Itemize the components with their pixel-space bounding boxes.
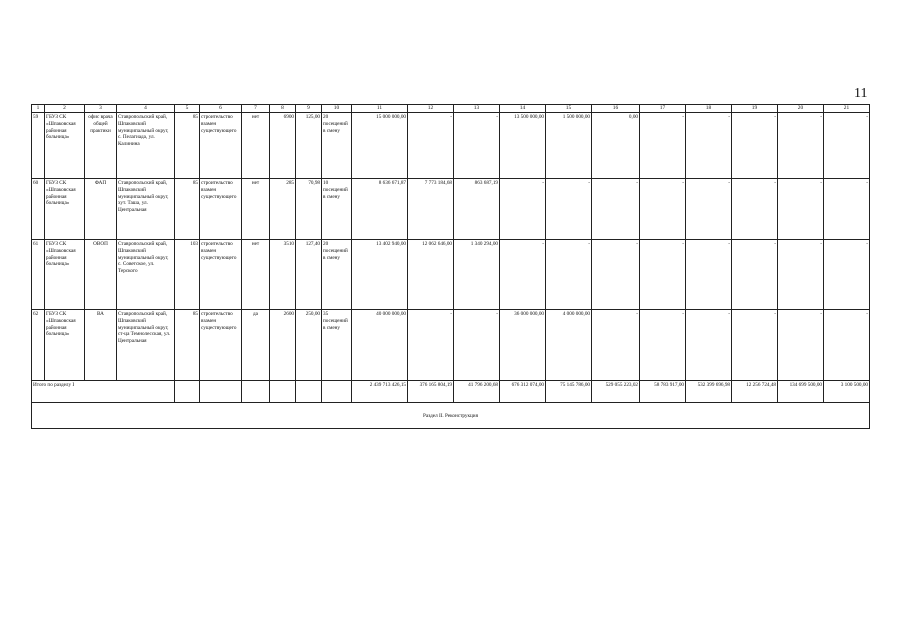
col-header: 8 bbox=[270, 105, 296, 113]
col-header: 12 bbox=[408, 105, 454, 113]
table-cell: ГБУЗ СК «Шпаковская районная больница» bbox=[45, 179, 85, 240]
total-value: 3 100 500,00 bbox=[824, 381, 870, 403]
table-cell: 62 bbox=[32, 310, 45, 381]
table-cell: нет bbox=[242, 113, 270, 179]
table-cell bbox=[200, 381, 242, 403]
table-cell: - bbox=[732, 179, 778, 240]
table-cell: строительство взамен существующего bbox=[200, 113, 242, 179]
col-header: 10 bbox=[322, 105, 352, 113]
col-header: 20 bbox=[778, 105, 824, 113]
table-cell: - bbox=[778, 310, 824, 381]
table-cell: - bbox=[592, 310, 640, 381]
total-value: 41 796 200,68 bbox=[454, 381, 500, 403]
table-cell: 125,00 bbox=[296, 113, 322, 179]
table-cell: - bbox=[546, 240, 592, 310]
table-cell: ОВОП bbox=[85, 240, 117, 310]
table-cell: строительство взамен существующего bbox=[200, 310, 242, 381]
table-cell: 12 062 646,00 bbox=[408, 240, 454, 310]
table-row bbox=[32, 240, 870, 310]
table-cell: ВА bbox=[85, 310, 117, 381]
col-header: 13 bbox=[454, 105, 500, 113]
col-header: 14 bbox=[500, 105, 546, 113]
table-cell: 127,40 bbox=[296, 240, 322, 310]
table-cell: - bbox=[640, 113, 686, 179]
table-cell bbox=[175, 381, 200, 403]
total-value: 134 699 500,00 bbox=[778, 381, 824, 403]
table-cell: - bbox=[408, 310, 454, 381]
table-cell: да bbox=[242, 310, 270, 381]
table-cell: 3510 bbox=[270, 240, 296, 310]
table-row bbox=[32, 310, 870, 381]
table-cell: 13 402 940,00 bbox=[352, 240, 408, 310]
section-row bbox=[32, 403, 870, 429]
column-number-row bbox=[32, 105, 870, 113]
table-cell: 59 bbox=[32, 113, 45, 179]
table-cell: 285 bbox=[270, 179, 296, 240]
table-cell: ГБУЗ СК «Шпаковская районная больница» bbox=[45, 240, 85, 310]
table-cell bbox=[322, 381, 352, 403]
table-cell: - bbox=[778, 179, 824, 240]
table-cell: 8 636 671,87 bbox=[352, 179, 408, 240]
total-value: 12 256 724,48 bbox=[732, 381, 778, 403]
table-cell: Ставропольский край, Шпаковский муниципальный округ, ст-ца Темнолесская, ул. Центральная bbox=[117, 310, 175, 381]
table-cell: 7 773 184,68 bbox=[408, 179, 454, 240]
table-cell: - bbox=[686, 179, 732, 240]
table-cell: строительство взамен существующего bbox=[200, 179, 242, 240]
table-cell: - bbox=[640, 310, 686, 381]
table-cell: ФАП bbox=[85, 179, 117, 240]
total-value: 529 055 223,02 bbox=[592, 381, 640, 403]
col-header: 11 bbox=[352, 105, 408, 113]
table-cell: 61 bbox=[32, 240, 45, 310]
table-row bbox=[32, 179, 870, 240]
col-header: 15 bbox=[546, 105, 592, 113]
total-value: 532 399 696,98 bbox=[686, 381, 732, 403]
col-header: 3 bbox=[85, 105, 117, 113]
total-row bbox=[32, 381, 870, 403]
table-cell: - bbox=[686, 240, 732, 310]
table-cell: 36 000 000,00 bbox=[500, 310, 546, 381]
table-cell: 863 687,19 bbox=[454, 179, 500, 240]
table-cell: - bbox=[500, 179, 546, 240]
table-cell: 1 340 294,00 bbox=[454, 240, 500, 310]
table-cell: - bbox=[778, 113, 824, 179]
col-header: 6 bbox=[200, 105, 242, 113]
table-row bbox=[32, 113, 870, 179]
col-header: 21 bbox=[824, 105, 870, 113]
total-label: Итого по разделу I bbox=[32, 381, 175, 403]
table-cell: офис врача общей практики bbox=[85, 113, 117, 179]
table-cell: 0,00 bbox=[592, 113, 640, 179]
total-value: 75 145 786,00 bbox=[546, 381, 592, 403]
table-cell: - bbox=[778, 240, 824, 310]
col-header: 5 bbox=[175, 105, 200, 113]
table-cell: - bbox=[640, 179, 686, 240]
table-cell: - bbox=[454, 310, 500, 381]
table-cell: 20 посещений в смену bbox=[322, 113, 352, 179]
table-cell: 250,00 bbox=[296, 310, 322, 381]
data-table bbox=[31, 104, 870, 429]
table-cell bbox=[270, 381, 296, 403]
table-cell bbox=[242, 381, 270, 403]
page-number: 11 bbox=[854, 86, 868, 101]
table-cell: - bbox=[732, 240, 778, 310]
table-cell: 20 посещений в смену bbox=[322, 240, 352, 310]
table-cell: - bbox=[592, 179, 640, 240]
table-cell: 6900 bbox=[270, 113, 296, 179]
table-cell: Ставропольский край, Шпаковский муниципальный округ, с. Пелагиада, ул. Калинина bbox=[117, 113, 175, 179]
table-cell bbox=[296, 381, 322, 403]
col-header: 16 bbox=[592, 105, 640, 113]
col-header: 17 bbox=[640, 105, 686, 113]
table-cell: 103 bbox=[175, 240, 200, 310]
total-value: 2 439 713 426,15 bbox=[352, 381, 408, 403]
table-cell: ГБУЗ СК «Шпаковская районная больница» bbox=[45, 310, 85, 381]
col-header: 19 bbox=[732, 105, 778, 113]
table-cell: - bbox=[454, 113, 500, 179]
table-cell: Ставропольский край, Шпаковский муниципальный округ, с. Cоветское, ул. Терского bbox=[117, 240, 175, 310]
table-cell: 85 bbox=[175, 179, 200, 240]
total-value: 376 165 804,19 bbox=[408, 381, 454, 403]
table-cell: - bbox=[592, 240, 640, 310]
table-cell: ГБУЗ СК «Шпаковская районная больница» bbox=[45, 113, 85, 179]
table-cell: 85 bbox=[175, 310, 200, 381]
table-cell: - bbox=[640, 240, 686, 310]
table-cell: Ставропольский край, Шпаковский муниципальный округ, хут. Таша, ул. Центральная bbox=[117, 179, 175, 240]
table-cell: 35 посещений в смену bbox=[322, 310, 352, 381]
table-cell: - bbox=[686, 310, 732, 381]
table-cell: нет bbox=[242, 179, 270, 240]
table-cell: - bbox=[500, 240, 546, 310]
section-title: Раздел II. Реконструкция bbox=[32, 403, 870, 429]
table-cell: 15 000 000,00 bbox=[352, 113, 408, 179]
table-cell: 4 000 000,00 bbox=[546, 310, 592, 381]
table-cell: нет bbox=[242, 240, 270, 310]
table-cell: 10 посещений в смену bbox=[322, 179, 352, 240]
table-cell: - bbox=[732, 310, 778, 381]
col-header: 7 bbox=[242, 105, 270, 113]
table-cell: 85 bbox=[175, 113, 200, 179]
col-header: 2 bbox=[45, 105, 85, 113]
table-cell: 70,98 bbox=[296, 179, 322, 240]
col-header: 1 bbox=[32, 105, 45, 113]
table-cell: 13 500 000,00 bbox=[500, 113, 546, 179]
table-cell: - bbox=[408, 113, 454, 179]
table-cell: - bbox=[732, 113, 778, 179]
table-cell: строительство взамен существующего bbox=[200, 240, 242, 310]
table-cell: 40 000 000,00 bbox=[352, 310, 408, 381]
table-cell: - bbox=[546, 179, 592, 240]
col-header: 18 bbox=[686, 105, 732, 113]
total-value: 676 312 074,00 bbox=[500, 381, 546, 403]
table-cell: 60 bbox=[32, 179, 45, 240]
table-cell: - bbox=[824, 310, 870, 381]
total-value: 58 783 917,00 bbox=[640, 381, 686, 403]
table-cell: - bbox=[824, 240, 870, 310]
col-header: 4 bbox=[117, 105, 175, 113]
table-cell: - bbox=[686, 113, 732, 179]
table-cell: - bbox=[824, 113, 870, 179]
table-cell: - bbox=[824, 179, 870, 240]
col-header: 9 bbox=[296, 105, 322, 113]
table-cell: 2600 bbox=[270, 310, 296, 381]
table-cell: 1 500 000,00 bbox=[546, 113, 592, 179]
